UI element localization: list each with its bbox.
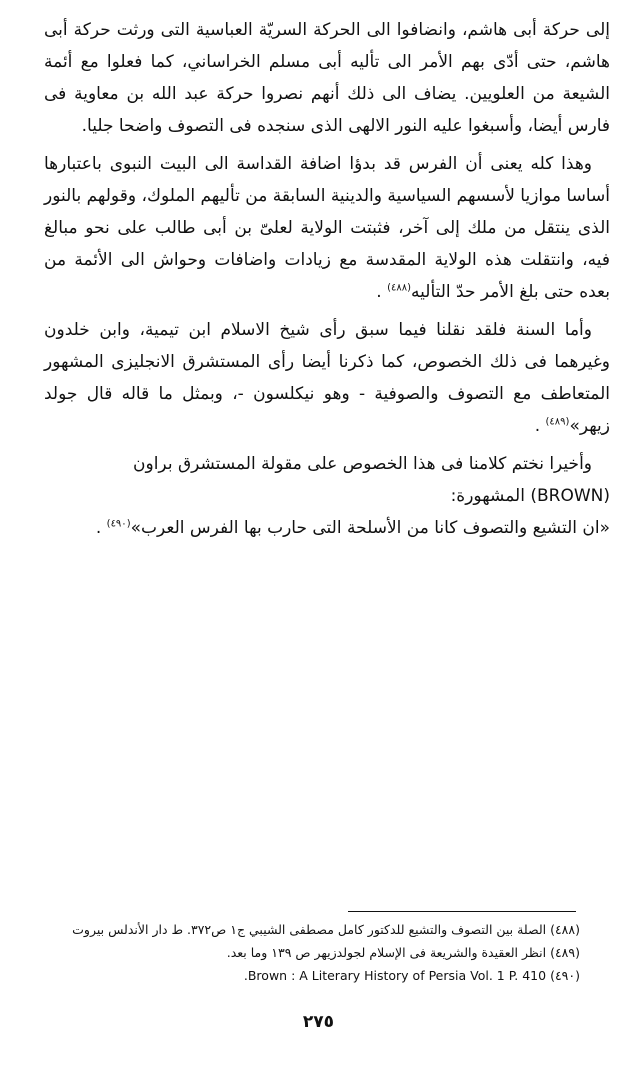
footnote-ref-488: (٤٨٨)	[387, 282, 412, 294]
brown-latin: (BROWN)	[530, 486, 610, 506]
footnote-489: (٤٨٩) انظر العقيدة والشريعة فى الإسلام لجولدزيهر ص ١٣٩ وما بعد.	[226, 945, 580, 960]
footnote-divider	[348, 911, 576, 912]
footnotes	[28, 918, 580, 987]
footnote-ref-490: (٤٩٠)	[106, 518, 131, 530]
footnote-490: (٤٩٠) Brown : A Literary History of Persia Vol. 1 P. 410.	[243, 968, 580, 983]
paragraph-2: وهذا كله يعنى أن الفرس قد بدؤا اضافة القداسة الى البيت النبوى باعتبارها أساسا موازيا لأسسهم السياسية والدينية السابقة من تأليهم الملوك، وقولهم بالنور الذى ينتقل من ملك إلى آخر، فثبتت الولاية لعلىّ بن أبى طالب على نحو مبالغ فيه، وانتقلت هذه الولاية المقدسة مع زيادات واضافات وحواش الى الأئمة من بعده حتى بلغ الأمر حدّ التأليه$^{(٤٨٨)}$ .	[43, 154, 610, 302]
paragraph-4: وأخيرا نختم كلامنا فى هذا الخصوص على مقولة المستشرق براون (BROWN) المشهورة: «ان التشيع والتصوف كانا من الأسلحة التى حارب بها الفرس العرب»$^{(٤٩٠)}$ .	[95, 454, 610, 538]
main-text	[44, 14, 610, 550]
page-number: ٢٧٥	[302, 1012, 335, 1032]
paragraph-1: إلى حركة أبى هاشم، وانضافوا الى الحركة السريّة العباسية التى ورثت حركة أبى هاشم، حتى أدّى بهم الأمر الى تأليه أبى مسلم الخراساني، كما فعلوا مع أئمة الشيعة من العلويين. يضاف الى ذلك أنهم نصروا حركة عبد الله بن معاوية فى فارس أيضا، وأسبغوا عليه النور الالهى الذى سنجده فى التصوف واضحا جليا.	[44, 20, 610, 136]
footnote-ref-489: (٤٨٩)	[545, 416, 570, 428]
brown-quote: «ان التشيع والتصوف كانا من الأسلحة التى حارب بها الفرس العرب»	[130, 518, 610, 538]
paragraph-3: وأما السنة فلقد نقلنا فيما سبق رأى شيخ الاسلام ابن تيمية، وابن خلدون وغيرهما فى ذلك الخصوص، كما ذكرنا أيضا رأى المستشرق الانجليزى المشهور المتعاطف مع التصوف والصوفية - وهو نيكلسون -، وبمثل ما قاله قال جولد زيهر»$^{(٤٨٩)}$ .	[44, 320, 610, 436]
footnote-488: (٤٨٨) الصلة بين التصوف والتشيع للدكتور كامل مصطفى الشيبي ج١ ص٣٧٢. ط دار الأندلس بيروت	[72, 922, 580, 937]
